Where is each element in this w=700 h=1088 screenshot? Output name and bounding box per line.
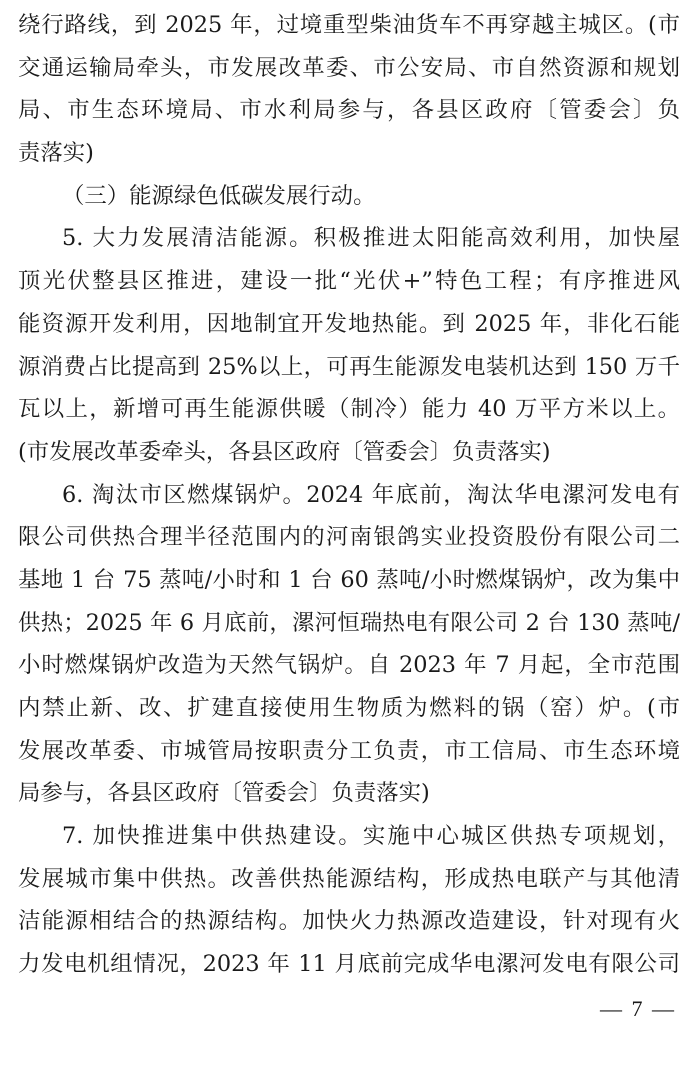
text-line: 力发电机组情况，2023 年 11 月底前完成华电漯河发电有限公司	[18, 951, 680, 978]
text-line: 顶光伏整县区推进，建设一批“光伏+”特色工程；有序推进风	[18, 268, 680, 295]
section-heading: （三）能源绿色低碳发展行动。	[62, 182, 376, 209]
text-line: 局、市生态环境局、市水利局参与，各县区政府〔管委会〕负	[18, 97, 680, 124]
text-line: 能资源开发利用，因地制宜开发地热能。到 2025 年，非化石能	[18, 310, 680, 337]
paragraph-start: 5. 大力发展清洁能源。积极推进太阳能高效利用，加快屋	[62, 225, 680, 252]
text-line: 责落实)	[18, 140, 94, 167]
text-line: 发展改革委、市城管局按职责分工负责，市工信局、市生态环境	[18, 737, 680, 764]
text-line: 局参与，各县区政府〔管委会〕负责落实)	[18, 780, 430, 807]
text-line: 基地 1 台 75 蒸吨/小时和 1 台 60 蒸吨/小时燃煤锅炉，改为集中	[18, 566, 680, 593]
document-page	[18, 4, 680, 986]
text-line: 洁能源相结合的热源结构。加快火力热源改造建设，针对现有火	[18, 908, 680, 935]
text-line: 供热；2025 年 6 月底前，漯河恒瑞热电有限公司 2 台 130 蒸吨/	[18, 609, 680, 636]
text-line: 瓦以上，新增可再生能源供暖（制冷）能力 40 万平方米以上。	[18, 396, 680, 423]
text-line: 源消费占比提高到 25%以上，可再生能源发电装机达到 150 万千	[18, 353, 680, 380]
text-line: (市发展改革委牵头，各县区政府〔管委会〕负责落实)	[18, 438, 551, 465]
text-line: 小时燃煤锅炉改造为天然气锅炉。自 2023 年 7 月起，全市范围	[18, 652, 680, 679]
paragraph-start: 7. 加快推进集中供热建设。实施中心城区供热专项规划，	[62, 823, 680, 850]
text-line: 限公司供热合理半径范围内的河南银鸽实业投资股份有限公司二	[18, 524, 680, 551]
page-number: — 7 —	[600, 996, 674, 1021]
text-line: 发展城市集中供热。改善供热能源结构，形成热电联产与其他清	[18, 865, 680, 892]
text-line: 交通运输局牵头，市发展改革委、市公安局、市自然资源和规划	[18, 54, 680, 81]
text-line: 内禁止新、改、扩建直接使用生物质为燃料的锅（窑）炉。(市	[18, 695, 680, 721]
text-line: 绕行路线，到 2025 年，过境重型柴油货车不再穿越主城区。(市	[18, 12, 680, 38]
paragraph-start: 6. 淘汰市区燃煤锅炉。2024 年底前，淘汰华电漯河发电有	[62, 481, 680, 508]
